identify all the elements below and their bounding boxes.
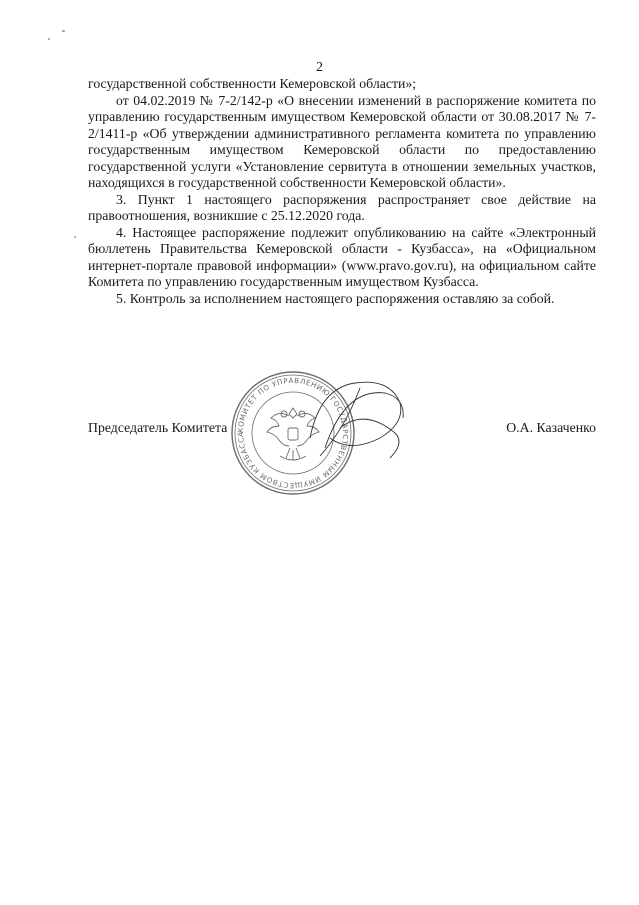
paragraph-item-3: 3. Пункт 1 настоящего распоряжения распространяет свое действие на правоотношения, возникшие с 25.12.2020 года. (88, 191, 596, 223)
seal-ring-text: КОМИТЕТ ПО УПРАВЛЕНИЮ ГОСУДАРСТВЕННЫМ ИМУЩЕСТВОМ КУЗБАССА (235, 375, 351, 491)
page-number: 2 (316, 60, 323, 75)
handwritten-signature (300, 368, 410, 468)
paragraph-continuation: государственной собственности Кемеровской области»; (88, 76, 417, 91)
scan-speck (74, 236, 76, 238)
scan-speck (48, 38, 50, 40)
paragraph-amendment-reference: от 04.02.2019 № 7-2/142-р «О внесении изменений в распоряжение комитета по управлению государственным имуществом Кемеровской области от 30.08.2017 № 7-2/1411-р «Об утверждении административного регламента комитета по управлению государственным имуществом Кемеровской области по предоставлению государственной услуги «Установление сервитута в отношении земельных участков, находящихся в государственной собственности Кемеровской области». (88, 92, 596, 190)
signatory-position: Председатель Комитета (88, 420, 228, 435)
scan-speck (62, 30, 65, 32)
signatory-name: О.А. Казаченко (506, 420, 596, 435)
paragraph-item-4: 4. Настоящее распоряжение подлежит опубликованию на сайте «Электронный бюллетень Правительства Кемеровской области - Кузбасса», на «Официальном интернет-портале правовой информации» (www.pravo.gov.ru), на официальном сайте Комитета по управлению государственным имуществом Кузбасса. (88, 224, 596, 289)
document-body (88, 76, 596, 307)
paragraph-item-5: 5. Контроль за исполнением настоящего распоряжения оставляю за собой. (116, 290, 555, 306)
